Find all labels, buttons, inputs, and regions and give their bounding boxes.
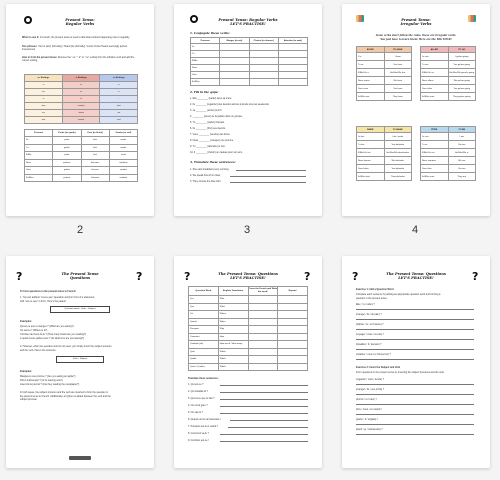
exercise-line: (être / nous / en retard) ? bbox=[356, 408, 383, 411]
page-6[interactable] bbox=[174, 256, 322, 468]
table-row: Vous parlez finissez vendez bbox=[25, 167, 138, 175]
answer-cell[interactable] bbox=[248, 356, 278, 364]
question-mark-icon: ? bbox=[352, 270, 359, 283]
table-row: Il/Elle parle finit vend bbox=[25, 152, 138, 160]
table-row: Comment How bbox=[189, 333, 308, 341]
gap-line: 3. Je ________ (arriver) à 8 h. bbox=[190, 109, 223, 112]
answer-cell[interactable] bbox=[220, 51, 249, 58]
answer-line[interactable] bbox=[220, 413, 308, 414]
table-row: Ils/Elles ont They have bbox=[357, 93, 412, 101]
page-5-title: The Present Tense Questions bbox=[61, 272, 99, 281]
answer-line[interactable] bbox=[356, 359, 474, 360]
answer-cell[interactable] bbox=[278, 333, 308, 341]
endings-table bbox=[24, 74, 138, 124]
translate-line: 1. She eats breakfast every morning. bbox=[190, 168, 230, 171]
answer-cell[interactable] bbox=[278, 341, 308, 349]
answer-cell[interactable] bbox=[278, 296, 308, 304]
page-7[interactable]: ? ? The Present Tense: Questions LET'S PRACTISE! Exercise 1: Add a Question Word Complete each sentence by adding an appropriate question word and forming a question in the present tense. Elle ( / tu / aller) ? (manger / ils / du pain) ? (habiter / tu / en France) ? (voyager / vous / cet été) ? (travailler / il / demain) ? (célébrer / nous / le Nouvel An) ? Exercise 2: Invert the Subject and Verb Form questions in the present tense by inverting the subject pronouns and the verb. (regarder / vous / la télé) ? (manger / ils / une pizza) ? (dormir / tu / bien) ? (être / nous / en retard) ? (parler / il / anglais) ? (partir / je / maintenant) ? bbox=[342, 256, 490, 468]
para-two-phrases: Two phrases: You be (arrr) (formally) / Heard (be (formally) / Junior Invite/ Heard seemingly perfect inventement bbox=[22, 45, 128, 52]
table-row: Vous bbox=[191, 72, 308, 79]
sentence-line: 1. Qui est-ce ? bbox=[188, 383, 204, 386]
section-fill-gaps: 2. Fill in the gaps: bbox=[190, 90, 219, 94]
table-row: Il/Elle/On a He/She/We has bbox=[357, 69, 412, 77]
answer-cell[interactable] bbox=[249, 44, 278, 51]
table-row: -es -is -s bbox=[25, 89, 138, 96]
page-4[interactable] bbox=[342, 4, 490, 216]
answer-line[interactable] bbox=[220, 392, 308, 393]
table-row: Tu parles finis vends bbox=[25, 144, 138, 152]
sentence-line: 4. Où est la gare ? bbox=[188, 404, 208, 407]
page-3-title: Present Tense: Regular Verbs LET'S PRACTISE! bbox=[218, 18, 278, 27]
page-number-4: 4 bbox=[412, 224, 419, 236]
exercise-line: (célébrer / nous / le Nouvel An) ? bbox=[356, 353, 391, 356]
table-row: Ils/Elles parlent finissent vendent bbox=[25, 174, 138, 182]
page-2[interactable] bbox=[6, 4, 154, 216]
section-translate: 3. Translate these sentences: bbox=[190, 160, 236, 164]
answer-line[interactable] bbox=[356, 384, 474, 385]
table-row: Tu es You are bbox=[421, 141, 476, 149]
section-translate: Translate these sentences: bbox=[188, 377, 219, 380]
sentence-line: 5. Où vas-tu ? bbox=[188, 411, 204, 414]
sentence-line: 6. Quand est ton anniversaire ? bbox=[188, 418, 222, 421]
answer-line[interactable] bbox=[356, 434, 474, 435]
pattern-box-verb-subject: Verb + Subject bbox=[56, 356, 104, 363]
answer-line[interactable] bbox=[220, 406, 308, 407]
table-row: Quand When bbox=[189, 318, 308, 326]
answer-line[interactable] bbox=[220, 434, 308, 435]
gap-line: 8. Nous ________ (manger) une pomme. bbox=[190, 139, 234, 142]
page-5[interactable]: ? ? The Present Tense Questions To form questions in the present tense in French: 1. You can add/put "est-ce que" (question word) in front of a statement, with "est-ce que" in front. Here's the pattern: Question word + Verb + Subject Examples: Qu'est-ce que tu manges ? (What are you eating?) Où vas-tu ? (Where is it?) Combien de livres lis-tu ? (How many books are you reading?) À quelle heure parles-vous ? (At what time are you leaving?) 2. However, when the question word is not used, you simply invert the subject pronoun and the verb. Here's the structure: Verb + Subject Examples: Manges-tu une pomme ? (Are you eating an apple?) Part-il maintenant ? (Is he leaving now?) Lisent-ils le journal ? (Are they reading the newspaper?) In both cases, the subject pronoun and the verb are inverted to form the question in the present tense in French. Additionally, a hyphen is added between the verb and the subject pronoun. bbox=[6, 256, 154, 468]
translate-line: 3. They choose the blue shirt. bbox=[190, 180, 222, 183]
answer-cell[interactable] bbox=[249, 79, 278, 86]
exercise-line: (habiter / tu / en France) ? bbox=[356, 323, 384, 326]
question-mark-icon: ? bbox=[472, 270, 479, 283]
page-number-3: 3 bbox=[244, 224, 251, 236]
answer-cell[interactable] bbox=[249, 65, 278, 72]
answer-cell[interactable] bbox=[220, 44, 249, 51]
answer-line[interactable] bbox=[356, 319, 474, 320]
answer-cell[interactable] bbox=[278, 356, 308, 364]
table-row: Qui Who bbox=[189, 296, 308, 304]
section-heading: To form questions in the present tense in French: bbox=[20, 290, 77, 293]
answer-cell[interactable] bbox=[248, 296, 278, 304]
page-4-title: Present Tense: Irregular Verbs bbox=[400, 18, 432, 27]
question-mark-icon: ? bbox=[184, 270, 191, 283]
answer-cell[interactable] bbox=[248, 311, 278, 319]
answer-cell[interactable] bbox=[278, 363, 308, 371]
endings-header-ir: -ir Endings bbox=[62, 75, 100, 82]
answer-line[interactable] bbox=[356, 329, 474, 330]
answer-cell[interactable] bbox=[248, 303, 278, 311]
answer-line[interactable] bbox=[220, 441, 308, 442]
table-row: Ils/Elles vont They go/are going bbox=[421, 93, 476, 101]
pattern-box-question-word: Question word + Verb + Subject bbox=[50, 306, 110, 313]
sentence-line: 2. Qui travaille ici ? bbox=[188, 390, 209, 393]
table-row: Ils/Elles sont They are bbox=[421, 173, 476, 181]
gap-line: 9. Tu ________ (attendre) le bus. bbox=[190, 145, 226, 148]
table-row: -e -is -s bbox=[25, 82, 138, 89]
table-row: Vous allez You go/are going bbox=[421, 85, 476, 93]
answer-cell[interactable] bbox=[278, 303, 308, 311]
table-row: Nous sommes We are bbox=[421, 157, 476, 165]
answer-line[interactable] bbox=[230, 182, 306, 183]
answer-cell[interactable] bbox=[248, 363, 278, 371]
exercise-line: (manger / ils / du pain) ? bbox=[356, 313, 382, 316]
gap-line: 10. Il ________ (choisir) un cadeau pour son ami. bbox=[190, 151, 243, 154]
answer-cell[interactable] bbox=[220, 58, 249, 65]
question-mark-icon: ? bbox=[136, 270, 143, 283]
page-6-title: The Present Tense: Questions LET'S PRACTISE! bbox=[218, 272, 278, 281]
exercise-line: (dormir / tu / bien) ? bbox=[356, 398, 377, 401]
table-row: Nous bbox=[191, 65, 308, 72]
answer-line[interactable] bbox=[230, 420, 308, 421]
table-row: Tu fais You do/make bbox=[357, 141, 412, 149]
example-line: Manges-tu une pomme ? (Are you eating an apple?) bbox=[20, 375, 76, 378]
table-row: Combien (de) How much / How many bbox=[189, 341, 308, 349]
table-row: Ils/Elles font They do/make bbox=[357, 173, 412, 181]
table-row: Il/Elle bbox=[191, 58, 308, 65]
sentence-line: 7. Pourquoi est-il en retard ? bbox=[188, 425, 219, 428]
table-row: Nous parlons finissons vendons bbox=[25, 159, 138, 167]
answer-line[interactable] bbox=[236, 170, 306, 171]
aller-table: ALLER TO GO Je vais I go/am going Tu vas You go/are going Il/Elle/On va He/She/We goes/is going Nous allons We go/are going Vous allez You go/are going Ils/Elles vont They go/are going bbox=[420, 46, 476, 101]
answer-cell[interactable] bbox=[249, 72, 278, 79]
para-when: When to use it: In French, the present tense is used to talk about actions happening now or regularly. bbox=[22, 36, 130, 39]
table-row: Je bbox=[191, 44, 308, 51]
answer-cell[interactable] bbox=[278, 72, 307, 79]
brand-logo-icon bbox=[69, 456, 91, 460]
exercise-1-heading: Exercise 1: Add a Question Word bbox=[356, 288, 394, 291]
table-row: Vous êtes You are bbox=[421, 165, 476, 173]
table-row: Quel Which bbox=[189, 348, 308, 356]
exercise-line: (travailler / il / demain) ? bbox=[356, 343, 382, 346]
answer-cell[interactable] bbox=[278, 311, 308, 319]
answer-line[interactable] bbox=[230, 176, 306, 177]
table-row: Je vais I go/am going bbox=[421, 53, 476, 61]
avoir-table: AVOIR TO HAVE J'ai I have Tu as You have Il/Elle/On a He/She/We has Nous avons We have Vous avez You have Ils/Elles ont They have bbox=[356, 46, 412, 101]
answer-line[interactable] bbox=[356, 339, 474, 340]
answer-line[interactable] bbox=[356, 394, 474, 395]
para-how: How to form the present tense: Remove the "-er," "-ir" or "-re" ending from the infinitive verb and add the correct ending. bbox=[22, 56, 135, 63]
answer-cell[interactable] bbox=[248, 341, 278, 349]
answer-cell[interactable] bbox=[278, 65, 307, 72]
gap-line: 4. ________ (jouer) de la guitare dans un groupe. bbox=[190, 115, 243, 118]
page-2-title: Present Tense: Regular Verbs bbox=[65, 18, 95, 27]
exercise-line: (manger / ils / une pizza) ? bbox=[356, 388, 385, 391]
example-line: Combien de livres lis-tu ? (How many books are you reading?) bbox=[20, 333, 87, 336]
intro-line: Some verbs don't follow the rules, these are irregular verbs. bbox=[375, 34, 457, 37]
exercise-line: (regarder / vous / la télé) ? bbox=[356, 378, 385, 381]
example-line: Où vas-tu ? (Where is it?) bbox=[20, 329, 48, 332]
answer-cell[interactable] bbox=[278, 318, 308, 326]
table-row: Nous allons We go/are going bbox=[421, 77, 476, 85]
endings-header-re: -re Endings bbox=[100, 75, 138, 82]
table-row: Ils/Elles bbox=[191, 79, 308, 86]
answer-line[interactable] bbox=[220, 385, 308, 386]
question-words-table: Question Word English Translation Cover the French and Write the word! Repeat! Qui Who Que What Où Where Quand When Pourquoi Why Comment How Combien (de) How much / How many Quel Which Quelle Which Quels / Quelles Which bbox=[188, 286, 308, 371]
answer-cell[interactable] bbox=[278, 326, 308, 334]
answer-cell[interactable] bbox=[249, 51, 278, 58]
table-row: Que What bbox=[189, 303, 308, 311]
answer-cell[interactable] bbox=[220, 79, 249, 86]
sentence-line: 3. Qu'est-ce que tu fais ? bbox=[188, 397, 215, 400]
table-row: -e -it - bbox=[25, 96, 138, 103]
example-line: Part-il maintenant ? (Is he leaving now?) bbox=[20, 379, 63, 382]
exercise-line: Elle ( / tu / aller) ? bbox=[356, 303, 375, 306]
table-row: Je fais I do / make bbox=[357, 133, 412, 141]
table-row: Nous faisons We do/make bbox=[357, 157, 412, 165]
answer-cell[interactable] bbox=[249, 58, 278, 65]
exercise-2-heading: Exercise 2: Invert the Subject and Verb bbox=[356, 366, 401, 369]
table-row: Où Where bbox=[189, 311, 308, 319]
gap-line: 2. Ils ________ (regarder) des dessins animés à la télé tous les weekends. bbox=[190, 103, 270, 106]
exercise-line: (parler / il / anglais) ? bbox=[356, 418, 379, 421]
faire-table: FAIRE TO MAKE Je fais I do / make Tu fais You do/make Il/Elle/On fait He/She/We does/make Nous faisons We do/make Vous faites You do/make Ils/Elles font They do/make bbox=[356, 126, 412, 181]
gap-line: 1. Elle ________ (parler) avec sa mère. bbox=[190, 97, 232, 100]
table-row: Tu as You have bbox=[357, 61, 412, 69]
table-row: -ez -issez -ez bbox=[25, 110, 138, 117]
answer-cell[interactable] bbox=[278, 51, 307, 58]
table-row: Vous faites You do/make bbox=[357, 165, 412, 173]
gap-line: 7. Vous ________ (vendre) des livres. bbox=[190, 133, 231, 136]
sentence-line: 9. Combien est-ce ? bbox=[188, 439, 210, 442]
answer-cell[interactable] bbox=[278, 44, 307, 51]
answer-cell[interactable] bbox=[220, 65, 249, 72]
sentence-line: 8. Comment va-tu ? bbox=[188, 432, 209, 435]
table-row: -ons -issons -ons bbox=[25, 103, 138, 110]
conjugate-table: Pronoun Manger (to eat) Choisir (to choose) Attendre (to wait) Je Tu Il/Elle Nous Vous Ils/Elles bbox=[190, 37, 308, 86]
table-row: Quels / Quelles Which bbox=[189, 363, 308, 371]
answer-line[interactable] bbox=[220, 399, 308, 400]
etre-table: ÊTRE TO BE Je suis I am Tu es You are Il/Elle/On est He/She/We is Nous sommes We are Vous êtes You are Ils/Elles sont They are bbox=[420, 126, 476, 181]
translate-line: 2. We speak French in class. bbox=[190, 174, 221, 177]
example-line: Qu'est-ce que tu manges ? (What are you eating?) bbox=[20, 325, 74, 328]
table-row: Il/Elle/On va He/She/We goes/is going bbox=[421, 69, 476, 77]
answer-cell[interactable] bbox=[248, 326, 278, 334]
answer-line[interactable] bbox=[356, 404, 474, 405]
answer-cell[interactable] bbox=[248, 348, 278, 356]
exercise-line: (voyager / vous / cet été) ? bbox=[356, 333, 385, 336]
table-row: Tu vas You go/are going bbox=[421, 61, 476, 69]
endings-header-er: -er Endings bbox=[25, 75, 63, 82]
table-row: Pourquoi Why bbox=[189, 326, 308, 334]
table-row: Je suis I am bbox=[421, 133, 476, 141]
table-row: -ent -issent -ent bbox=[25, 117, 138, 124]
answer-line[interactable] bbox=[356, 424, 474, 425]
answer-line[interactable] bbox=[356, 309, 474, 310]
intro-line: You just have to learn them! Here are the BIG FOUR! bbox=[380, 38, 452, 41]
table-row: Tu bbox=[191, 51, 308, 58]
table-row: Il/Elle/On fait He/She/We does/make bbox=[357, 149, 412, 157]
page-number-2: 2 bbox=[77, 224, 84, 236]
section-conjugate: 1. Conjugate these verbs: bbox=[190, 31, 230, 35]
example-line: À quelle heure parles-vous ? (At what time are you leaving?) bbox=[20, 337, 85, 340]
page-7-title: The Present Tense: Questions LET'S PRACTISE! bbox=[386, 272, 446, 281]
answer-cell[interactable] bbox=[248, 318, 278, 326]
table-row: Il/Elle/On est He/She/We is bbox=[421, 149, 476, 157]
question-mark-icon: ? bbox=[304, 270, 311, 283]
question-mark-icon: ? bbox=[16, 270, 23, 283]
example-line: Lisent-ils le journal ? (Are they reading the newspaper?) bbox=[20, 383, 80, 386]
table-row: Je parle finis vends bbox=[25, 137, 138, 145]
table-row: Vous avez You have bbox=[357, 85, 412, 93]
answer-cell[interactable] bbox=[220, 72, 249, 79]
exercise-line: (partir / je / maintenant) ? bbox=[356, 428, 383, 431]
table-row: Nous avons We have bbox=[357, 77, 412, 85]
table-row: J'ai I have bbox=[357, 53, 412, 61]
answer-cell[interactable] bbox=[278, 79, 307, 86]
answer-cell[interactable] bbox=[278, 348, 308, 356]
conjugation-table: Pronoun Parler (to speak) Finir (to finish) Vendre (to sell) Je parle finis vends Tu parles finis vends Il/Elle parle finit vend Nous parlons finissons vendons Vous parlez finissez vendez Ils/Elles parlent finissent vendent bbox=[24, 129, 138, 182]
gap-line: 5. Tu ________ (parler) français. bbox=[190, 121, 225, 124]
answer-line[interactable] bbox=[228, 427, 308, 428]
answer-line[interactable] bbox=[356, 414, 474, 415]
gap-line: 6. Ils ________ (finir) ses devoirs. bbox=[190, 127, 226, 130]
answer-cell[interactable] bbox=[278, 58, 307, 65]
table-row: Quelle Which bbox=[189, 356, 308, 364]
answer-cell[interactable] bbox=[248, 333, 278, 341]
answer-line[interactable] bbox=[356, 349, 474, 350]
page-3[interactable] bbox=[174, 4, 322, 216]
